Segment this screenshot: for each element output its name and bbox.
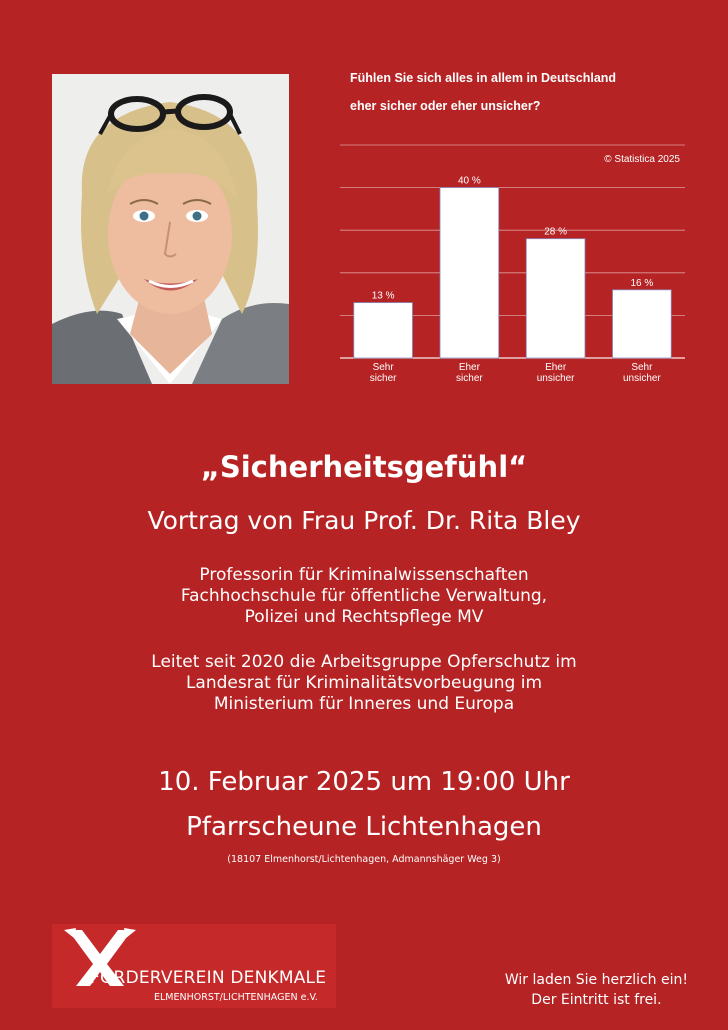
category-label: Sehr [372, 362, 394, 373]
invitation-line: Wir laden Sie herzlich ein! [504, 972, 688, 988]
event-date: 10. Februar 2025 um 19:00 Uhr [158, 767, 570, 797]
bar [526, 239, 585, 358]
event-venue: Pfarrscheune Lichtenhagen [186, 812, 542, 842]
description-line: Polizei und Rechtspflege MV [244, 607, 484, 627]
role-line: Leitet seit 2020 die Arbeitsgruppe Opferschutz im [151, 652, 577, 672]
speaker-description [0, 565, 728, 628]
category-label: unsicher [536, 373, 575, 384]
category-label: Eher [545, 362, 567, 373]
category-label: sicher [456, 373, 483, 384]
chart-source: © Statistica 2025 [604, 154, 680, 165]
bar-value-label: 40 % [457, 175, 481, 187]
category-label: sicher [369, 373, 397, 384]
bar-value-label: 16 % [630, 277, 654, 289]
association-logo [52, 924, 336, 1008]
bar [354, 303, 413, 358]
chart-title-line2: eher sicher oder eher unsicher? [350, 99, 541, 113]
bar-value-label: 13 % [371, 290, 395, 302]
invitation-text [505, 970, 688, 1010]
logo-name: FÖRDERVEREIN DENKMALE [90, 968, 327, 988]
bar [613, 290, 672, 358]
category-label: Eher [458, 362, 480, 373]
event-subtitle: Vortrag von Frau Prof. Dr. Rita Bley [147, 506, 581, 535]
logo-place: ELMENHORST/LICHTENHAGEN e.V. [154, 992, 318, 1003]
event-address: (18107 Elmenhorst/Lichtenhagen, Admannshäger Weg 3) [227, 854, 501, 865]
description-line: Fachhochschule für öffentliche Verwaltung, [180, 586, 548, 606]
chart-title-line1: Fühlen Sie sich alles in allem in Deutschland [350, 71, 617, 85]
role-line: Ministerium für Inneres und Europa [213, 694, 515, 714]
event-title: „Sicherheitsgefühl“ [200, 450, 528, 484]
speaker-photo [52, 74, 289, 384]
description-line: Professorin für Kriminalwissenschaften [199, 565, 529, 585]
bar-value-label: 28 % [544, 226, 568, 238]
speaker-role [0, 652, 728, 715]
category-label: unsicher [622, 373, 661, 384]
role-line: Landesrat für Kriminalitätsvorbeugung im [185, 673, 543, 693]
category-label: Sehr [631, 362, 653, 373]
bar-chart [330, 135, 700, 395]
admission-line: Der Eintritt ist frei. [531, 992, 662, 1008]
bar [440, 188, 499, 358]
